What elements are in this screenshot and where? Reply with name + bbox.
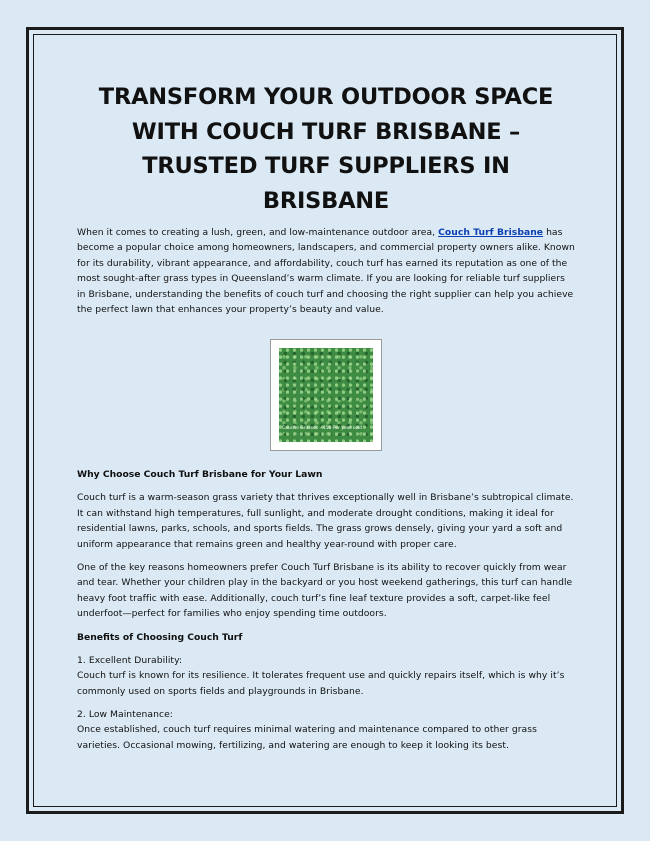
intro-paragraph — [77, 225, 575, 317]
turf-image-frame — [270, 339, 382, 451]
intro-text-start: When it comes to creating a lush, green, and low-maintenance outdoor area, — [77, 227, 439, 238]
section1-paragraph-2: One of the key reasons homeowners prefer Couch Turf Brisbane is its ability to recover quickly from wear and tear. Whether your children play in the backyard or you host weekend gatherings, this turf can handle heavy foot traffic with ease. Additionally, couch turf’s fine leaf texture provides a soft, carpet-like feel underfoot—perfect for families who enjoy spending time outdoors. — [77, 562, 573, 620]
section-heading-why-choose: Why Choose Couch Turf Brisbane for Your Lawn — [77, 469, 323, 481]
document-content — [77, 80, 575, 753]
couch-turf-brisbane-link[interactable]: Couch Turf Brisbane — [438, 227, 544, 238]
section-heading-benefits: Benefits of Choosing Couch Turf — [77, 631, 243, 643]
intro-text-end: has become a popular choice among homeowners, landscapers, and commercial property owners alike. Known for its durability, vibrant appearance, and affordability, couch turf has earned its reputation as one of the most sought-after grass types in Queensland’s warm climate. If you are looking for reliable turf suppliers in Brisbane, understanding the benefits of couch turf and choosing the right supplier can help you achieve the perfect lawn that enhances your property’s beauty and value. — [77, 227, 575, 316]
benefit-item-durability — [77, 653, 575, 699]
section1-paragraph-1: Couch turf is a warm-season grass variety that thrives exceptionally well in Brisbane’s subtropical climate. It can withstand high temperatures, full sunlight, and moderate drought conditions, making it ideal for residential lawns, parks, schools, and sports fields. The grass grows densely, giving your yard a soft and uniform appearance that remains green and healthy year-round with proper care. — [77, 492, 574, 550]
benefit-2-title: 2. Low Maintenance: — [77, 708, 173, 720]
page-title: TRANSFORM YOUR OUTDOOR SPACE WITH COUCH TURF BRISBANE – TRUSTED TURF SUPPLIERS IN BRISBANE — [98, 84, 554, 214]
figure-container — [77, 339, 575, 451]
couch-turf-image — [279, 348, 373, 442]
turf-image-caption: Couche Grasses - 456 Per year sold — [282, 426, 362, 432]
benefit-1-title: 1. Excellent Durability: — [77, 654, 183, 666]
benefit-item-low-maintenance — [77, 707, 575, 753]
benefit-2-text: Once established, couch turf requires minimal watering and maintenance compared to other grass varieties. Occasional mowing, fertilizing, and watering are enough to keep it looking its best. — [77, 724, 537, 751]
benefit-1-text: Couch turf is known for its resilience. It tolerates frequent use and quickly repairs itself, which is why it’s commonly used on sports fields and playgrounds in Brisbane. — [77, 670, 565, 697]
